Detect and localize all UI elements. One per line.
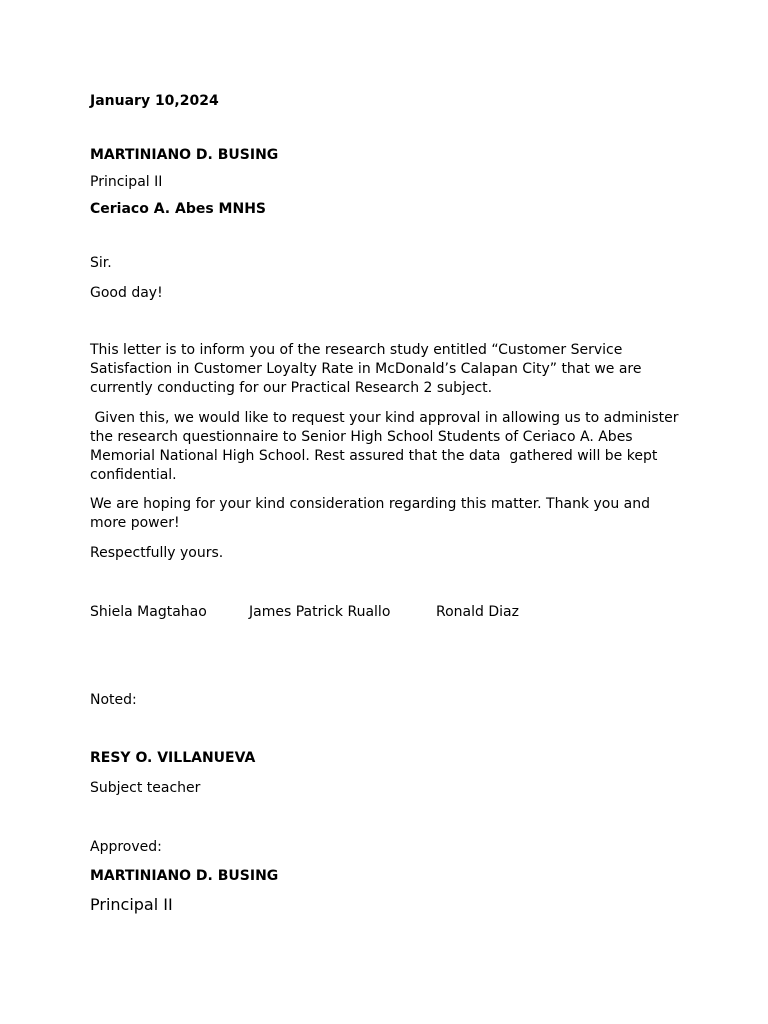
body-paragraph-1: This letter is to inform you of the research study entitled “Customer Service Satisfaction in Customer Loyalty Rate in McDonald’s Calapan City” that we are currently conducting for our Practical Research 2 subject. [90, 342, 642, 396]
approved-name: MARTINIANO D. BUSING [90, 868, 279, 884]
approved-title: Principal II [90, 895, 173, 914]
sender-name: Ronald Diaz [436, 604, 519, 620]
recipient-position: Principal II [90, 174, 163, 190]
letter-date: January 10,2024 [90, 93, 219, 109]
approved-label: Approved: [90, 839, 162, 855]
body-paragraph-3: We are hoping for your kind consideration regarding this matter. Thank you and more power! [90, 496, 651, 531]
body-paragraph-2: Given this, we would like to request your kind approval in allowing us to administer the research questionnaire to Senior High School Students of Ceriaco A. Abes Memorial National High School. Rest assured that the data gathered will be kept confidential. [90, 410, 683, 483]
greeting: Good day! [90, 285, 163, 301]
noted-title: Subject teacher [90, 780, 201, 796]
noted-name: RESY O. VILLANUEVA [90, 750, 256, 766]
sender-name: Shiela Magtahao [90, 604, 207, 620]
closing: Respectfully yours. [90, 545, 224, 561]
recipient-school: Ceriaco A. Abes MNHS [90, 201, 267, 217]
recipient-name: MARTINIANO D. BUSING [90, 147, 279, 163]
sender-name: James Patrick Ruallo [249, 604, 391, 620]
salutation: Sir. [90, 255, 112, 271]
noted-label: Noted: [90, 692, 137, 708]
